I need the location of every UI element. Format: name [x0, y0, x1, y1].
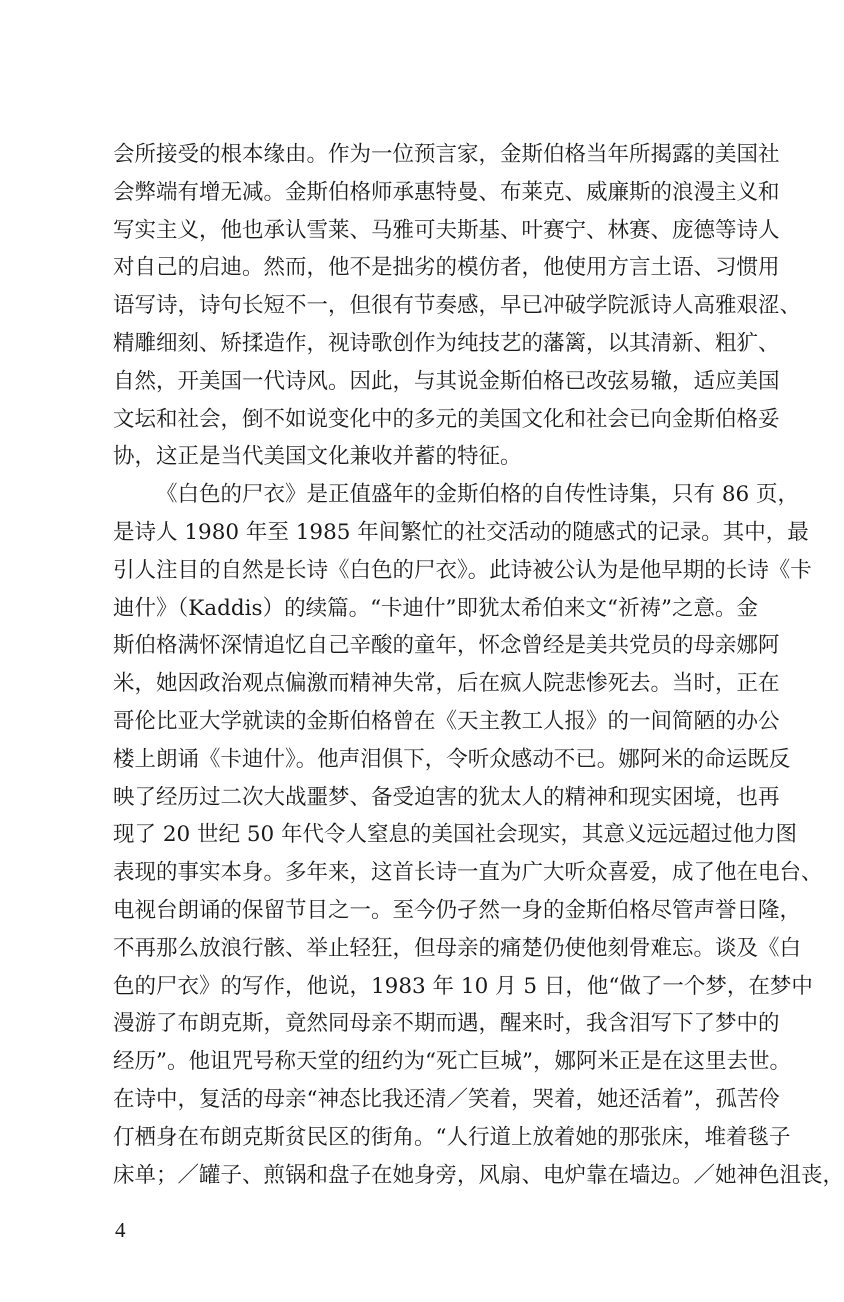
text-line: 会弊端有增无减。金斯伯格师承惠特曼、布莱克、威廉斯的浪漫主义和 [113, 179, 780, 205]
text-line: 漫游了布朗克斯，竟然同母亲不期而遇，醒来时，我含泪写下了梦中的 [113, 1011, 780, 1037]
text-line: 自然，开美国一代诗风。因此，与其说金斯伯格已改弦易辙，适应美国 [113, 368, 780, 394]
page-number: 4 [115, 1218, 126, 1242]
text-line: 语写诗，诗句长短不一，但很有节奏感，早已冲破学院派诗人高雅艰涩、 [113, 293, 802, 319]
text-line: 仃栖身在布朗克斯贫民区的街角。“人行道上放着她的那张床，堆着毯子 [113, 1124, 791, 1150]
text-line: 现了 20 世纪 50 年代令人窒息的美国社会现实，其意义远远超过他力图 [113, 822, 798, 848]
text-line: 床单；／罐子、煎锅和盘子在她身旁，风扇、电炉靠在墙边。／她神色沮丧， [113, 1162, 844, 1188]
text-line: 表现的事实本身。多年来，这首长诗一直为广大听众喜爱，成了他在电台、 [113, 860, 823, 886]
text-line: 斯伯格满怀深情追忆自己辛酸的童年，怀念曾经是美共党员的母亲娜阿 [113, 633, 780, 659]
text-line: 对自己的启迪。然而，他不是拙劣的模仿者，他使用方言土语、习惯用 [113, 255, 780, 281]
text-line: 映了经历过二次大战噩梦、备受迫害的犹太人的精神和现实困境，也再 [113, 784, 780, 810]
text-line: 会所接受的根本缘由。作为一位预言家，金斯伯格当年所揭露的美国社 [113, 142, 780, 167]
text-line: 在诗中，复活的母亲“神态比我还清／笑着，哭着，她还活着”，孤苦伶 [113, 1086, 780, 1112]
text-line: 哥伦比亚大学就读的金斯伯格曾在《天主教工人报》的一间简陋的办公 [113, 708, 780, 734]
text-line: 协，这正是当代美国文化兼收并蓄的特征。 [113, 444, 522, 470]
paragraph-1 [113, 136, 802, 476]
text-line: 《白色的尸衣》是正值盛年的金斯伯格的自传性诗集，只有 86 页， [156, 482, 800, 508]
text-line: 经历”。他诅咒号称天堂的纽约为“死亡巨城”，娜阿米正是在这里去世。 [113, 1049, 791, 1075]
text-line: 精雕细刻、矫揉造作，视诗歌创作为纯技艺的藩篱，以其清新、粗犷、 [113, 330, 780, 356]
text-line: 色的尸衣》的写作，他说，1983 年 10 月 5 日，他“做了一个梦，在梦中 [113, 973, 813, 999]
text-line: 引人注目的自然是长诗《白色的尸衣》。此诗被公认为是他早期的长诗《卡 [113, 557, 812, 583]
text-line: 文坛和社会，倒不如说变化中的多元的美国文化和社会已向金斯伯格妥 [113, 406, 780, 432]
text-line: 迪什》（Kaddis）的续篇。“卡迪什”即犹太希伯来文“祈祷”之意。金 [113, 595, 759, 621]
text-line: 是诗人 1980 年至 1985 年间繁忙的社交活动的随感式的记录。其中，最 [113, 519, 809, 545]
paragraph-2 [113, 476, 844, 1194]
page-body [113, 136, 844, 1194]
text-line: 不再那么放浪行骸、举止轻狂，但母亲的痛楚仍使他刻骨难忘。谈及《白 [113, 935, 802, 961]
text-line: 写实主义，他也承认雪莱、马雅可夫斯基、叶赛宁、林赛、庞德等诗人 [113, 217, 780, 243]
text-line: 楼上朗诵《卡迪什》。他声泪俱下，令听众感动不已。娜阿米的命运既反 [113, 746, 791, 772]
text-line: 电视台朗诵的保留节目之一。至今仍孑然一身的金斯伯格尽管声誉日隆， [113, 897, 802, 923]
text-line: 米，她因政治观点偏激而精神失常，后在疯人院悲惨死去。当时，正在 [113, 671, 780, 697]
